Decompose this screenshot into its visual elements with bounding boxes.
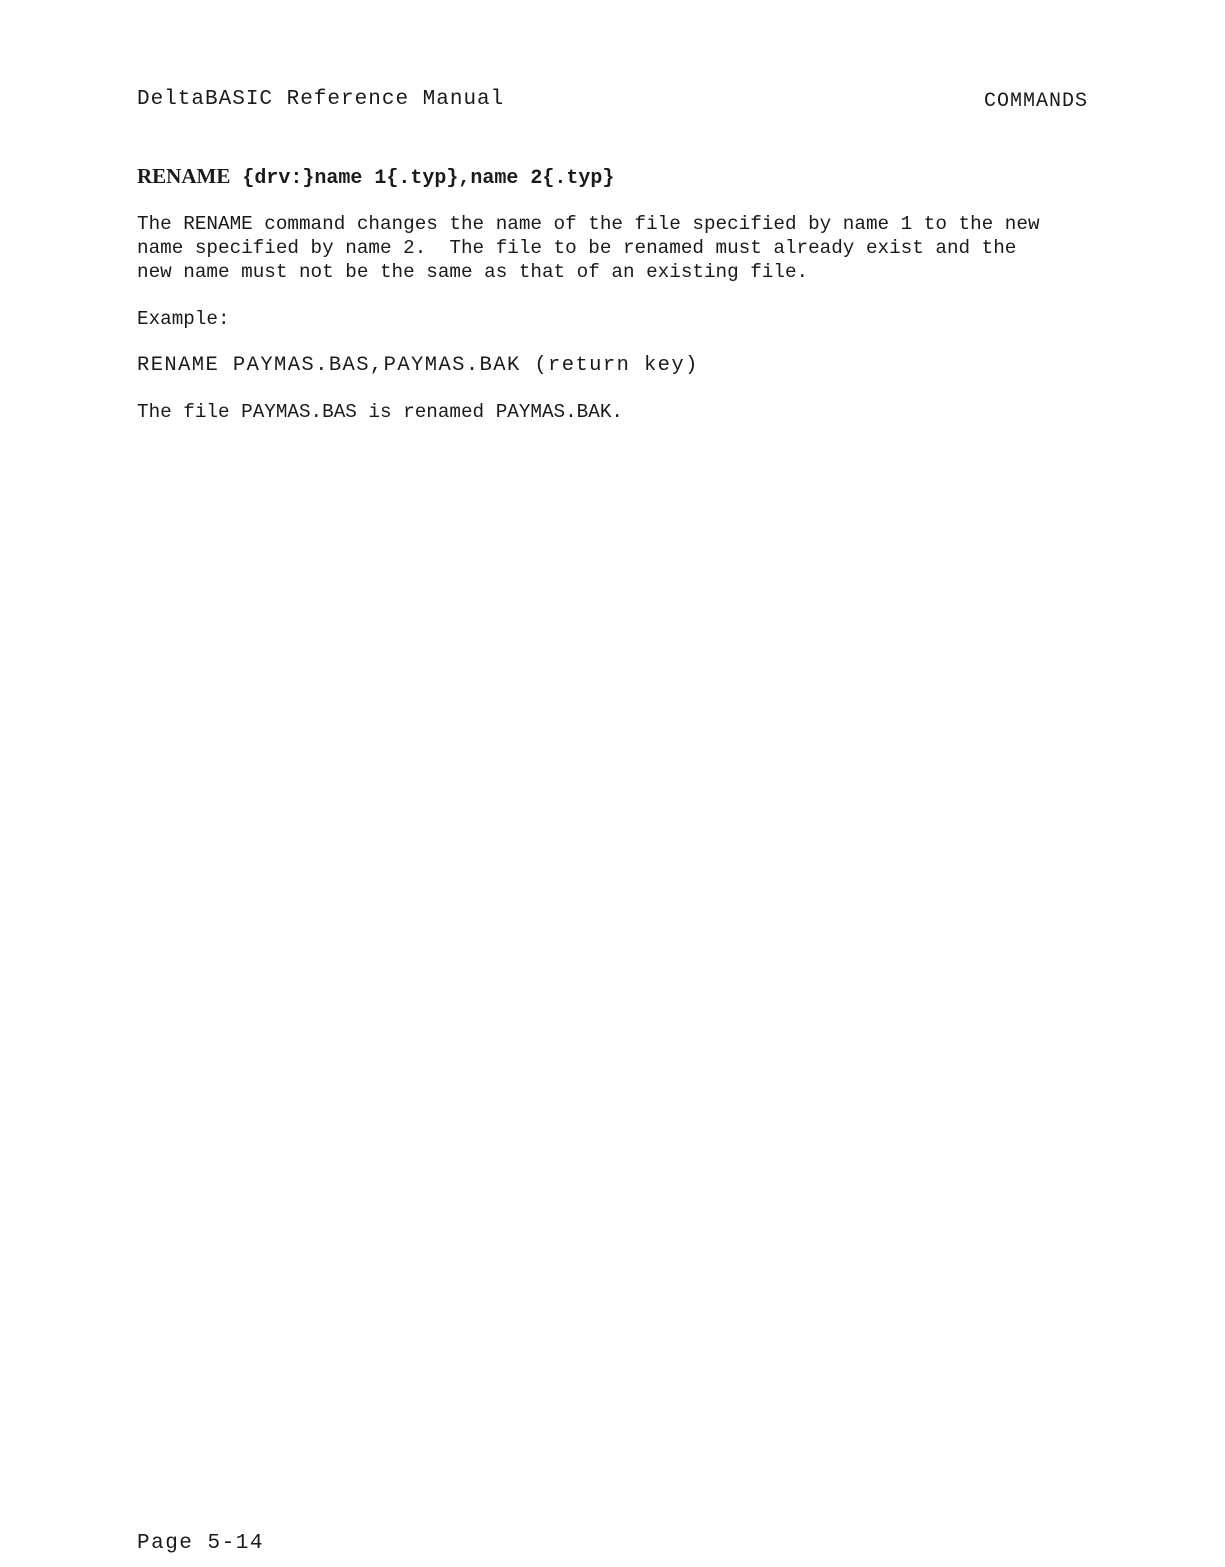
example-label: Example: xyxy=(137,308,230,330)
example-result: The file PAYMAS.BAS is renamed PAYMAS.BAK. xyxy=(137,401,623,423)
syntax-arguments: {drv:}name 1{.typ},name 2{.typ} xyxy=(230,167,615,190)
paragraph-line: name specified by name 2. The file to be renamed must already exist and the xyxy=(137,237,1017,259)
example-command: RENAME PAYMAS.BAS,PAYMAS.BAK (return key) xyxy=(137,354,699,377)
paragraph-line: The RENAME command changes the name of the file specified by name 1 to the new xyxy=(137,213,1040,235)
running-header-section: COMMANDS xyxy=(983,90,1088,113)
syntax-keyword: RENAME xyxy=(137,164,231,188)
description-paragraph xyxy=(137,212,1097,284)
running-header-title: DeltaBASIC Reference Manual xyxy=(137,88,505,111)
command-syntax-heading xyxy=(137,164,614,190)
paragraph-line: new name must not be the same as that of an existing file. xyxy=(137,261,809,283)
page-number: Page 5-14 xyxy=(137,1532,264,1555)
